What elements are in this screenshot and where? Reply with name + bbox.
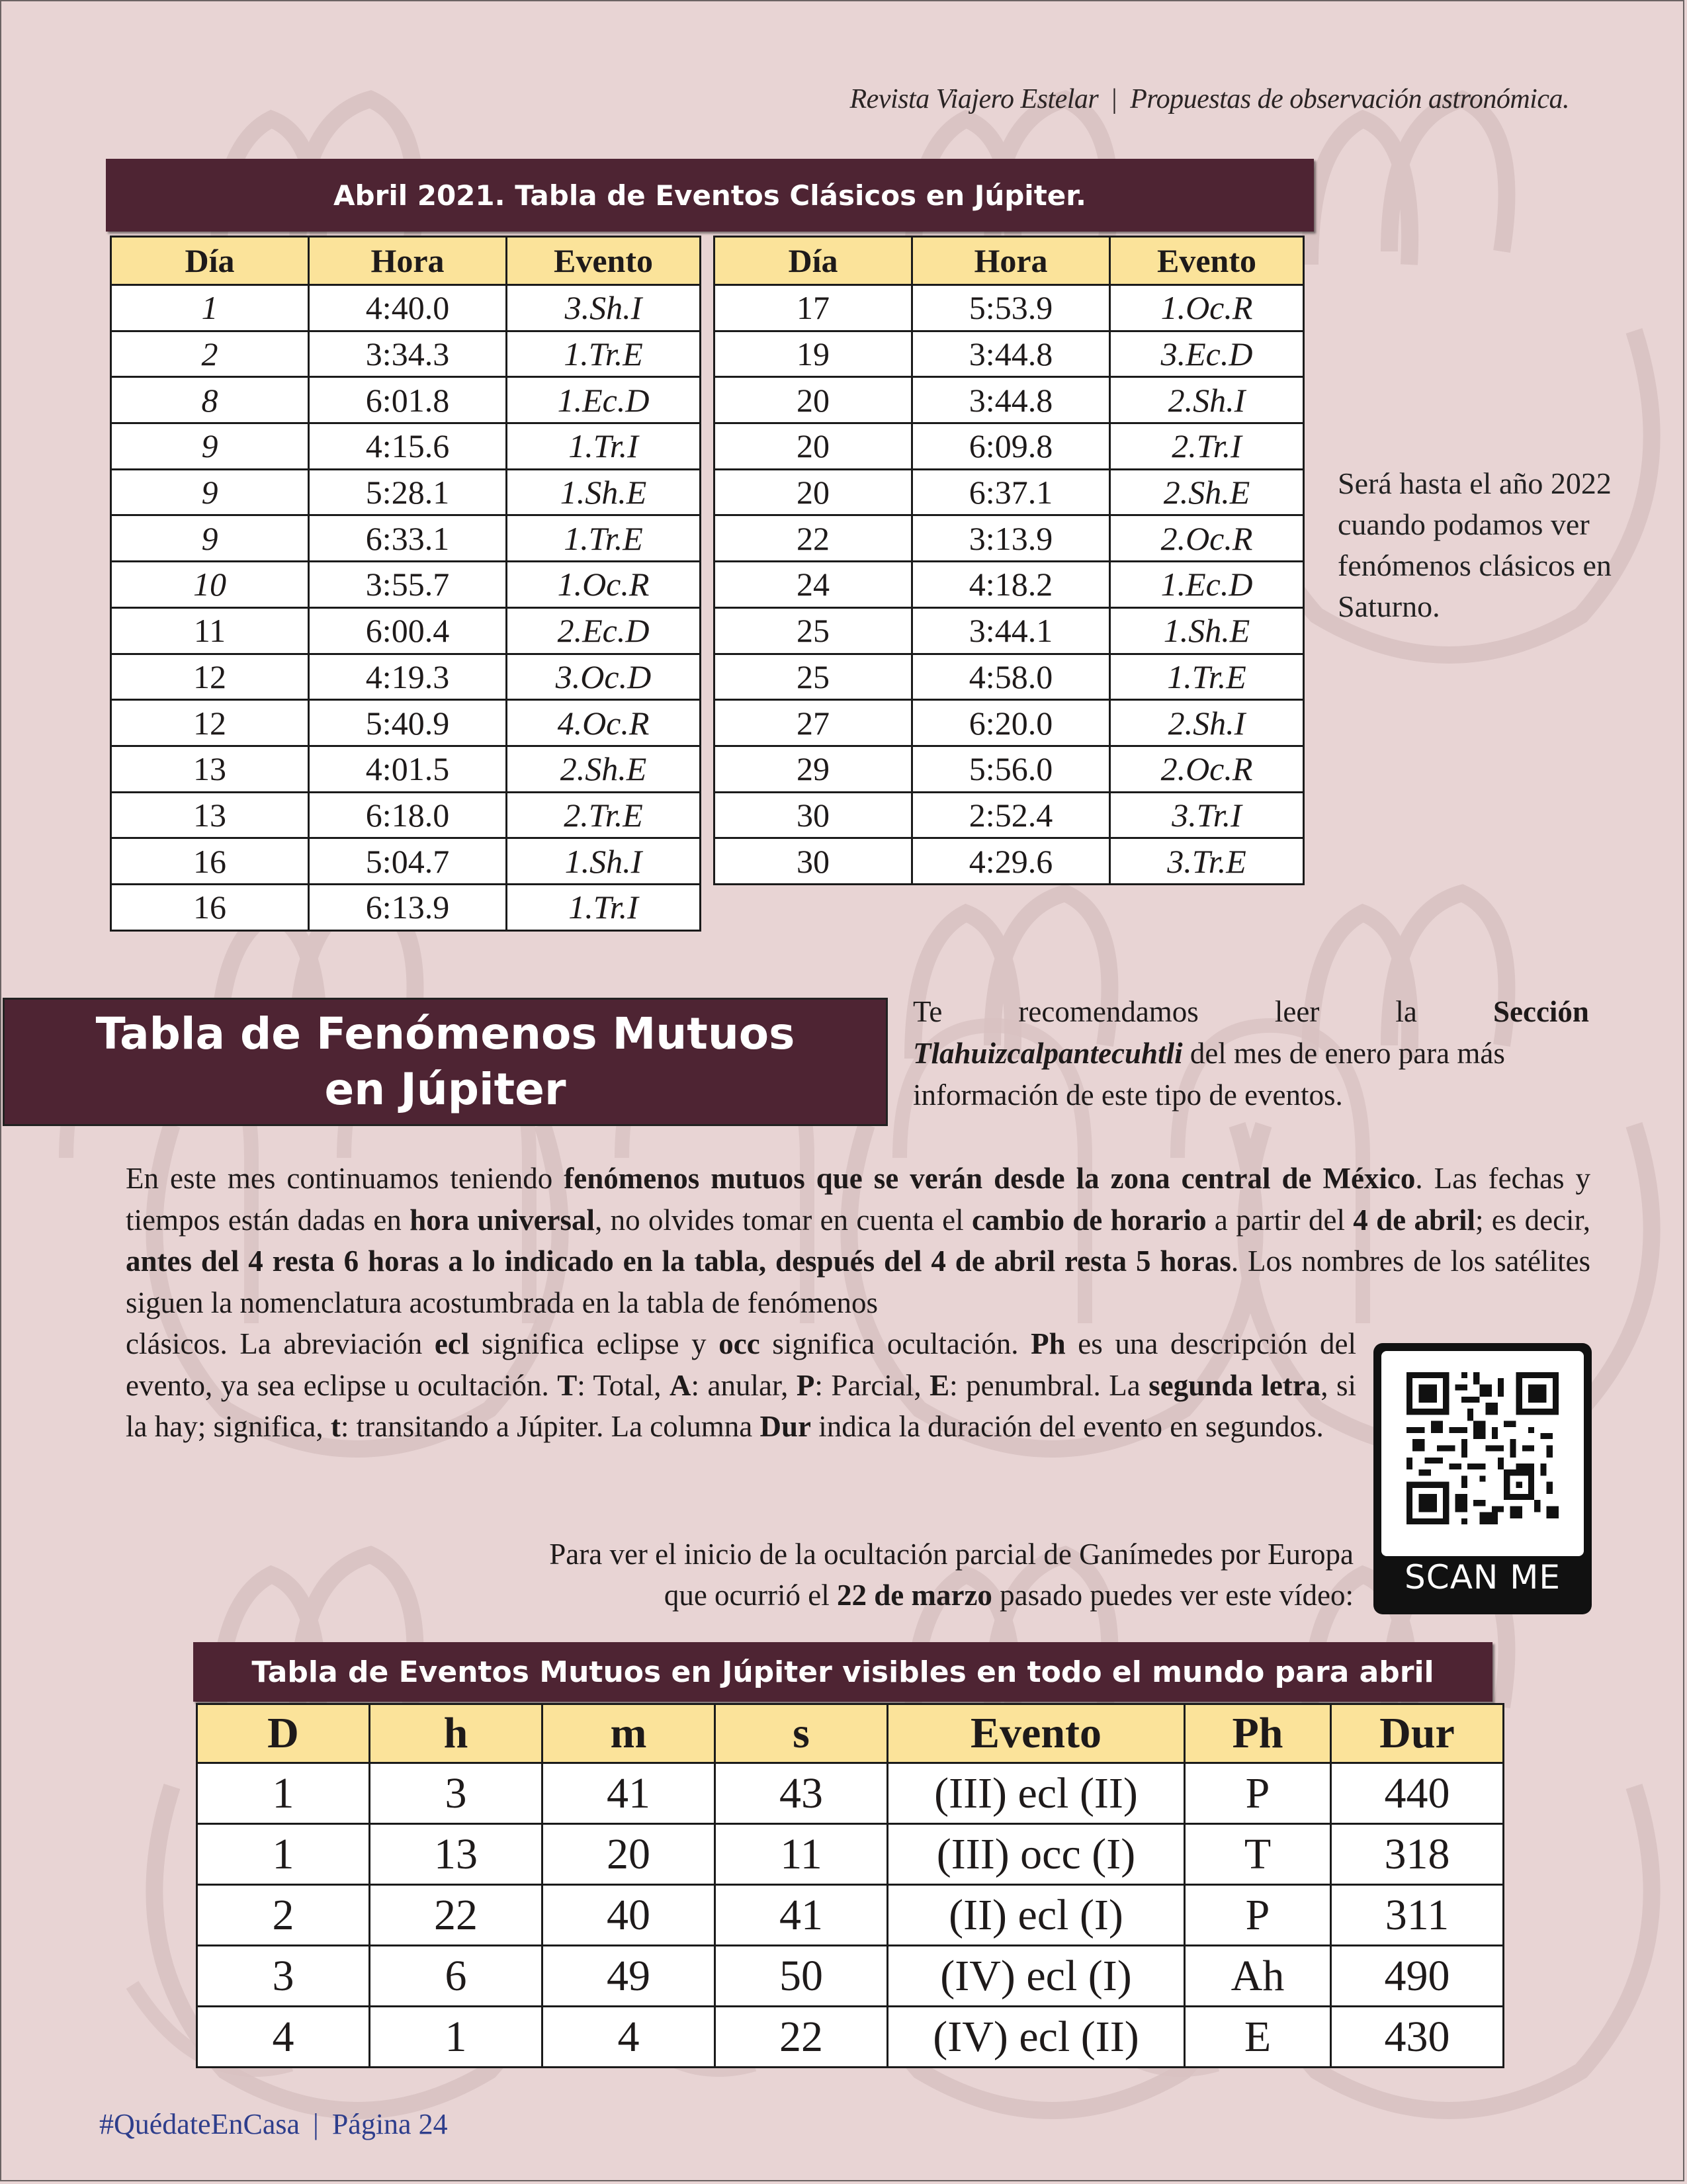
cell-evento: (II) ecl (I) bbox=[888, 1885, 1185, 1946]
mutual-events-table bbox=[196, 1703, 1504, 2068]
table-row bbox=[714, 607, 1304, 654]
bold-span: A bbox=[670, 1368, 691, 1402]
table-row bbox=[714, 469, 1304, 515]
cell-evento: (IV) ecl (II) bbox=[888, 2007, 1185, 2068]
cell-dia: 16 bbox=[111, 838, 309, 885]
text-span: : transitando a Júpiter. La columna bbox=[340, 1410, 760, 1443]
cell-evento: 1.Sh.E bbox=[507, 469, 701, 515]
cell-dia: 30 bbox=[714, 792, 912, 838]
saturn-note: Será hasta el año 2022 cuando podamos ver fenómenos clásicos en Saturno. bbox=[1338, 466, 1612, 623]
cell-ph: E bbox=[1185, 2007, 1331, 2068]
cell-dia: 9 bbox=[111, 515, 309, 562]
page-number: Página 24 bbox=[331, 2108, 448, 2140]
table-row bbox=[714, 654, 1304, 700]
text-span: es una descripción del evento, ya sea eclipse u ocultación. bbox=[126, 1327, 1356, 1402]
text-span: del mes de enero para más bbox=[1182, 1037, 1505, 1070]
bold-span: ecl bbox=[434, 1327, 470, 1360]
column-header-evento: Evento bbox=[507, 237, 701, 285]
cell-evento: 1.Tr.E bbox=[507, 515, 701, 562]
text-word: la bbox=[1395, 995, 1417, 1028]
text-line: Para ver el inicio de la ocultación parcial de Ganímedes por Europa bbox=[549, 1538, 1354, 1571]
cell-hora: 4:18.2 bbox=[912, 562, 1110, 608]
cell-s: 11 bbox=[715, 1824, 888, 1885]
column-header-ph: Ph bbox=[1185, 1704, 1331, 1763]
column-header-s: s bbox=[715, 1704, 888, 1763]
cell-evento: 1.Oc.R bbox=[507, 562, 701, 608]
text-word: leer bbox=[1274, 995, 1320, 1028]
cell-dia: 11 bbox=[111, 607, 309, 654]
column-header-m: m bbox=[542, 1704, 715, 1763]
page-footer bbox=[99, 2107, 448, 2141]
cell-dia: 30 bbox=[714, 838, 912, 885]
section-name-italic: Tlahuizcalpantecuhtli bbox=[913, 1037, 1183, 1070]
running-header bbox=[850, 83, 1569, 115]
table-row bbox=[197, 2007, 1504, 2068]
cell-m: 40 bbox=[542, 1885, 715, 1946]
table-row bbox=[714, 792, 1304, 838]
table-row bbox=[111, 792, 701, 838]
cell-evento: (IV) ecl (I) bbox=[888, 1946, 1185, 2007]
text-span: : penumbral. La bbox=[949, 1368, 1149, 1402]
cell-hora: 6:33.1 bbox=[309, 515, 507, 562]
cell-evento: 3.Tr.I bbox=[1110, 792, 1304, 838]
text-span: a partir del bbox=[1206, 1203, 1354, 1237]
text-span: que ocurrió el bbox=[664, 1579, 837, 1612]
cell-hora: 5:56.0 bbox=[912, 746, 1110, 792]
cell-h: 3 bbox=[370, 1763, 542, 1824]
bold-span: fenómenos mutuos que se verán desde la zona central de México bbox=[564, 1162, 1416, 1195]
table-row bbox=[714, 838, 1304, 885]
cell-evento: 2.Sh.I bbox=[1110, 700, 1304, 746]
bold-span: antes del 4 resta 6 horas a lo indicado en la tabla, después del 4 de abril resta 5 horas bbox=[126, 1245, 1231, 1278]
cell-evento: 2.Ec.D bbox=[507, 607, 701, 654]
cell-dia: 20 bbox=[714, 469, 912, 515]
qr-code-icon bbox=[1401, 1372, 1564, 1524]
cell-evento: 2.Tr.I bbox=[1110, 423, 1304, 470]
column-header-dia: Día bbox=[111, 237, 309, 285]
column-header-d: D bbox=[197, 1704, 370, 1763]
text-span: : Total, bbox=[577, 1368, 670, 1402]
table-row bbox=[714, 746, 1304, 792]
text-span: significa ocultación. bbox=[759, 1327, 1031, 1360]
cell-hora: 4:29.6 bbox=[912, 838, 1110, 885]
table-row bbox=[111, 654, 701, 700]
text-span: . Las fechas y tiempos están dadas en bbox=[126, 1162, 1590, 1237]
classic-table-right bbox=[713, 236, 1305, 885]
text-span: información de este tipo de eventos. bbox=[913, 1078, 1343, 1112]
cell-s: 50 bbox=[715, 1946, 888, 2007]
abbreviations-paragraph bbox=[126, 1323, 1356, 1448]
cell-hora: 5:28.1 bbox=[309, 469, 507, 515]
cell-hora: 3:44.8 bbox=[912, 377, 1110, 423]
cell-evento: 3.Sh.I bbox=[507, 285, 701, 331]
bold-span: cambio de horario bbox=[971, 1203, 1207, 1237]
bold-span: Ph bbox=[1031, 1327, 1066, 1360]
text-span: : Parcial, bbox=[814, 1368, 930, 1402]
header-separator: | bbox=[1111, 84, 1117, 114]
bold-span: T bbox=[557, 1368, 578, 1402]
table-row bbox=[714, 285, 1304, 331]
cell-evento: 2.Oc.R bbox=[1110, 746, 1304, 792]
cell-evento: 2.Sh.I bbox=[1110, 377, 1304, 423]
column-header-evento: Evento bbox=[1110, 237, 1304, 285]
mutual-table-title: Tabla de Eventos Mutuos en Júpiter visibles en todo el mundo para abril bbox=[193, 1642, 1492, 1702]
cell-h: 6 bbox=[370, 1946, 542, 2007]
section-name: Propuestas de observación astronómica. bbox=[1130, 84, 1569, 114]
table-row bbox=[111, 607, 701, 654]
table-row bbox=[111, 838, 701, 885]
cell-dur: 440 bbox=[1331, 1763, 1504, 1824]
text-span: indica la duración del evento en segundos. bbox=[811, 1410, 1324, 1443]
table-row bbox=[111, 700, 701, 746]
table-row bbox=[714, 515, 1304, 562]
cell-hora: 4:15.6 bbox=[309, 423, 507, 470]
cell-dur: 430 bbox=[1331, 2007, 1504, 2068]
hashtag: #QuédateEnCasa bbox=[99, 2108, 300, 2140]
column-header-hora: Hora bbox=[912, 237, 1110, 285]
table-row bbox=[197, 1824, 1504, 1885]
text-span: , si la hay; significa, bbox=[126, 1368, 1357, 1443]
cell-d: 1 bbox=[197, 1824, 370, 1885]
cell-m: 41 bbox=[542, 1763, 715, 1824]
cell-dur: 311 bbox=[1331, 1885, 1504, 1946]
cell-m: 20 bbox=[542, 1824, 715, 1885]
cell-hora: 4:40.0 bbox=[309, 285, 507, 331]
cell-dur: 490 bbox=[1331, 1946, 1504, 2007]
cell-hora: 2:52.4 bbox=[912, 792, 1110, 838]
text-span: En este mes continuamos teniendo bbox=[126, 1162, 564, 1195]
magazine-name: Revista Viajero Estelar bbox=[849, 84, 1099, 114]
cell-evento: 1.Ec.D bbox=[507, 377, 701, 423]
cell-evento: (III) occ (I) bbox=[888, 1824, 1185, 1885]
cell-dia: 1 bbox=[111, 285, 309, 331]
cell-ph: Ah bbox=[1185, 1946, 1331, 2007]
cell-dia: 13 bbox=[111, 746, 309, 792]
cell-dia: 2 bbox=[111, 331, 309, 377]
cell-evento: 2.Sh.E bbox=[1110, 469, 1304, 515]
text-span: pasado puedes ver este vídeo: bbox=[992, 1579, 1354, 1612]
cell-dia: 8 bbox=[111, 377, 309, 423]
cell-hora: 6:01.8 bbox=[309, 377, 507, 423]
cell-dia: 12 bbox=[111, 700, 309, 746]
cell-dia: 10 bbox=[111, 562, 309, 608]
cell-dia: 24 bbox=[714, 562, 912, 608]
video-reference-text bbox=[549, 1534, 1354, 1616]
cell-evento: 3.Oc.D bbox=[507, 654, 701, 700]
table-row bbox=[197, 1946, 1504, 2007]
cell-h: 13 bbox=[370, 1824, 542, 1885]
cell-hora: 6:20.0 bbox=[912, 700, 1110, 746]
cell-m: 4 bbox=[542, 2007, 715, 2068]
cell-evento: 2.Tr.E bbox=[507, 792, 701, 838]
cell-hora: 4:58.0 bbox=[912, 654, 1110, 700]
cell-d: 3 bbox=[197, 1946, 370, 2007]
cell-d: 1 bbox=[197, 1763, 370, 1824]
cell-hora: 4:19.3 bbox=[309, 654, 507, 700]
table-row bbox=[111, 746, 701, 792]
cell-evento: 2.Sh.E bbox=[507, 746, 701, 792]
cell-dia: 20 bbox=[714, 377, 912, 423]
table-row bbox=[197, 1763, 1504, 1824]
bold-span: t bbox=[330, 1410, 341, 1443]
table-row bbox=[111, 515, 701, 562]
cell-dia: 27 bbox=[714, 700, 912, 746]
footer-separator: | bbox=[313, 2108, 319, 2140]
table-row bbox=[111, 331, 701, 377]
cell-dia: 12 bbox=[111, 654, 309, 700]
table-row bbox=[714, 377, 1304, 423]
cell-hora: 5:04.7 bbox=[309, 838, 507, 885]
bold-span: Dur bbox=[759, 1410, 811, 1443]
scan-me-label: SCAN ME bbox=[1405, 1558, 1561, 1596]
bold-span: hora universal bbox=[410, 1203, 595, 1237]
text-word: Te bbox=[913, 995, 943, 1028]
cell-dia: 19 bbox=[714, 331, 912, 377]
text-word: recomendamos bbox=[1018, 995, 1199, 1028]
cell-hora: 6:18.0 bbox=[309, 792, 507, 838]
cell-hora: 3:44.8 bbox=[912, 331, 1110, 377]
cell-hora: 3:55.7 bbox=[309, 562, 507, 608]
text-span: significa eclipse y bbox=[469, 1327, 719, 1360]
cell-dia: 9 bbox=[111, 469, 309, 515]
cell-hora: 3:34.3 bbox=[309, 331, 507, 377]
cell-evento: 1.Sh.I bbox=[507, 838, 701, 885]
cell-h: 22 bbox=[370, 1885, 542, 1946]
cell-evento: 4.Oc.R bbox=[507, 700, 701, 746]
table-row bbox=[714, 423, 1304, 470]
cell-s: 41 bbox=[715, 1885, 888, 1946]
cell-hora: 5:53.9 bbox=[912, 285, 1110, 331]
classic-table-left bbox=[110, 236, 701, 932]
table-row bbox=[111, 884, 701, 930]
cell-evento: 1.Tr.E bbox=[1110, 654, 1304, 700]
cell-hora: 4:01.5 bbox=[309, 746, 507, 792]
cell-ph: P bbox=[1185, 1885, 1331, 1946]
cell-h: 1 bbox=[370, 2007, 542, 2068]
cell-dia: 29 bbox=[714, 746, 912, 792]
table-row bbox=[111, 562, 701, 608]
cell-evento: 1.Tr.I bbox=[507, 884, 701, 930]
column-header-dur: Dur bbox=[1331, 1704, 1504, 1763]
cell-d: 4 bbox=[197, 2007, 370, 2068]
cell-evento: 3.Ec.D bbox=[1110, 331, 1304, 377]
cell-hora: 6:13.9 bbox=[309, 884, 507, 930]
bold-span: E bbox=[930, 1368, 950, 1402]
mutual-section-title bbox=[3, 998, 888, 1126]
column-header-hora: Hora bbox=[309, 237, 507, 285]
table-row bbox=[714, 331, 1304, 377]
cell-s: 43 bbox=[715, 1763, 888, 1824]
text-span: clásicos. La abreviación bbox=[126, 1327, 435, 1360]
cell-evento: 3.Tr.E bbox=[1110, 838, 1304, 885]
text-span: , no olvides tomar en cuenta el bbox=[595, 1203, 972, 1237]
table-row bbox=[111, 285, 701, 331]
qr-code-link[interactable] bbox=[1373, 1343, 1592, 1614]
cell-dia: 16 bbox=[111, 884, 309, 930]
cell-hora: 6:37.1 bbox=[912, 469, 1110, 515]
cell-dia: 20 bbox=[714, 423, 912, 470]
cell-evento: 1.Sh.E bbox=[1110, 607, 1304, 654]
mutual-title-line1: Tabla de Fenómenos Mutuos bbox=[95, 1008, 795, 1059]
cell-evento: 1.Oc.R bbox=[1110, 285, 1304, 331]
column-header-dia: Día bbox=[714, 237, 912, 285]
text-span: : anular, bbox=[691, 1368, 797, 1402]
cell-evento: (III) ecl (II) bbox=[888, 1763, 1185, 1824]
section-reference: Sección bbox=[1492, 995, 1589, 1028]
cell-hora: 3:13.9 bbox=[912, 515, 1110, 562]
table-row bbox=[111, 469, 701, 515]
cell-hora: 3:44.1 bbox=[912, 607, 1110, 654]
column-header-evento: Evento bbox=[888, 1704, 1185, 1763]
cell-ph: P bbox=[1185, 1763, 1331, 1824]
cell-dia: 13 bbox=[111, 792, 309, 838]
cell-dia: 25 bbox=[714, 654, 912, 700]
cell-d: 2 bbox=[197, 1885, 370, 1946]
cell-dur: 318 bbox=[1331, 1824, 1504, 1885]
text-span: ; es decir, bbox=[1475, 1203, 1590, 1237]
classic-table-title: Abril 2021. Tabla de Eventos Clásicos en Júpiter. bbox=[106, 159, 1314, 232]
cell-dia: 22 bbox=[714, 515, 912, 562]
mutual-explanation-paragraph bbox=[126, 1158, 1590, 1323]
cell-hora: 5:40.9 bbox=[309, 700, 507, 746]
mutual-title-line2: en Júpiter bbox=[324, 1064, 566, 1115]
cell-m: 49 bbox=[542, 1946, 715, 2007]
cell-ph: T bbox=[1185, 1824, 1331, 1885]
recommendation-paragraph bbox=[913, 991, 1589, 1116]
cell-evento: 2.Oc.R bbox=[1110, 515, 1304, 562]
cell-s: 22 bbox=[715, 2007, 888, 2068]
cell-evento: 1.Ec.D bbox=[1110, 562, 1304, 608]
bold-span: P bbox=[796, 1368, 815, 1402]
bold-span: 4 de abril bbox=[1353, 1203, 1475, 1237]
bold-span: occ bbox=[718, 1327, 760, 1360]
table-row bbox=[111, 377, 701, 423]
cell-evento: 1.Tr.I bbox=[507, 423, 701, 470]
cell-evento: 1.Tr.E bbox=[507, 331, 701, 377]
table-row bbox=[714, 700, 1304, 746]
cell-hora: 6:00.4 bbox=[309, 607, 507, 654]
bold-span: 22 de marzo bbox=[836, 1579, 992, 1612]
cell-dia: 25 bbox=[714, 607, 912, 654]
cell-hora: 6:09.8 bbox=[912, 423, 1110, 470]
table-row bbox=[111, 423, 701, 470]
cell-dia: 9 bbox=[111, 423, 309, 470]
text-span: . Los nombres de los satélites siguen la nomenclatura acostumbrada en la tabla de fenómenos bbox=[126, 1245, 1590, 1319]
cell-dia: 17 bbox=[714, 285, 912, 331]
table-row bbox=[714, 562, 1304, 608]
column-header-h: h bbox=[370, 1704, 542, 1763]
table-row bbox=[197, 1885, 1504, 1946]
bold-span: segunda letra bbox=[1148, 1368, 1321, 1402]
